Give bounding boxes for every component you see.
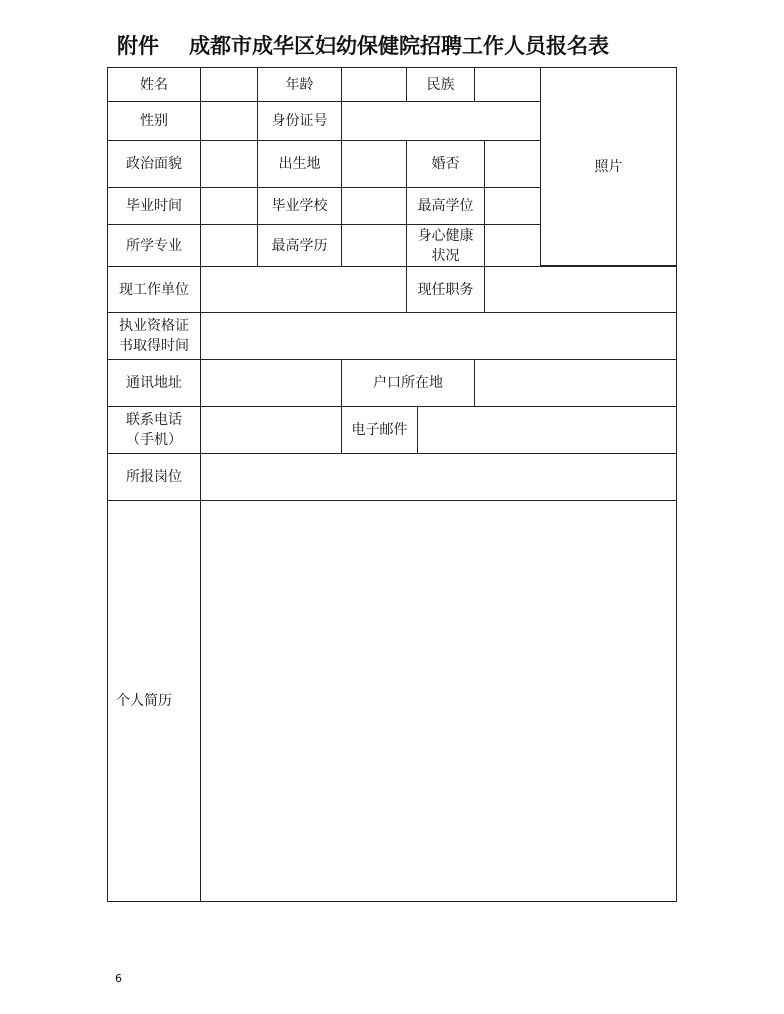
field-resume[interactable] [200, 500, 677, 902]
label-ethnicity: 民族 [406, 67, 475, 102]
photo-box[interactable] [540, 67, 677, 266]
label-age: 年龄 [257, 67, 342, 102]
label-highest-education: 最高学历 [257, 224, 342, 267]
label-birthplace: 出生地 [257, 140, 342, 188]
label-name: 姓名 [107, 67, 201, 102]
form-title [117, 30, 609, 60]
field-ethnicity[interactable] [474, 67, 541, 102]
field-health-status[interactable] [484, 224, 541, 267]
field-email[interactable] [417, 406, 677, 454]
label-current-employer: 现工作单位 [107, 266, 201, 313]
field-graduation-time[interactable] [200, 187, 258, 225]
field-hukou[interactable] [474, 359, 677, 407]
label-applied-post: 所报岗位 [107, 453, 201, 501]
field-highest-degree[interactable] [484, 187, 541, 225]
label-marital-status: 婚否 [406, 140, 485, 188]
label-school: 毕业学校 [257, 187, 342, 225]
label-major: 所学专业 [107, 224, 201, 267]
title-text: 成都市成华区妇幼保健院招聘工作人员报名表 [189, 33, 609, 58]
field-gender[interactable] [200, 101, 258, 141]
label-health-status: 身心健康 状况 [406, 224, 485, 267]
label-political-status: 政治面貌 [107, 140, 201, 188]
field-birthplace[interactable] [341, 140, 407, 188]
label-photo: 照片 [594, 158, 623, 175]
field-current-employer[interactable] [200, 266, 407, 313]
field-current-position[interactable] [484, 266, 677, 313]
field-certificate-time[interactable] [200, 312, 677, 360]
field-applied-post[interactable] [200, 453, 677, 501]
field-name[interactable] [200, 67, 258, 102]
field-school[interactable] [341, 187, 407, 225]
field-highest-education[interactable] [341, 224, 407, 267]
field-major[interactable] [200, 224, 258, 267]
label-email: 电子邮件 [341, 406, 418, 454]
page-number: 6 [115, 972, 122, 985]
label-phone: 联系电话 （手机） [107, 406, 201, 454]
label-graduation-time: 毕业时间 [107, 187, 201, 225]
label-certificate-time: 执业资格证 书取得时间 [107, 312, 201, 360]
label-resume: 个人简历 [107, 500, 201, 902]
label-current-position: 现任职务 [406, 266, 485, 313]
field-age[interactable] [341, 67, 407, 102]
field-id-number[interactable] [341, 101, 541, 141]
field-phone[interactable] [200, 406, 342, 454]
field-political-status[interactable] [200, 140, 258, 188]
field-address[interactable] [200, 359, 342, 407]
field-marital-status[interactable] [484, 140, 541, 188]
label-gender: 性别 [107, 101, 201, 141]
label-highest-degree: 最高学位 [406, 187, 485, 225]
attachment-label: 附件 [117, 34, 159, 58]
label-id-number: 身份证号 [257, 101, 342, 141]
label-address: 通讯地址 [107, 359, 201, 407]
label-hukou: 户口所在地 [341, 359, 475, 407]
